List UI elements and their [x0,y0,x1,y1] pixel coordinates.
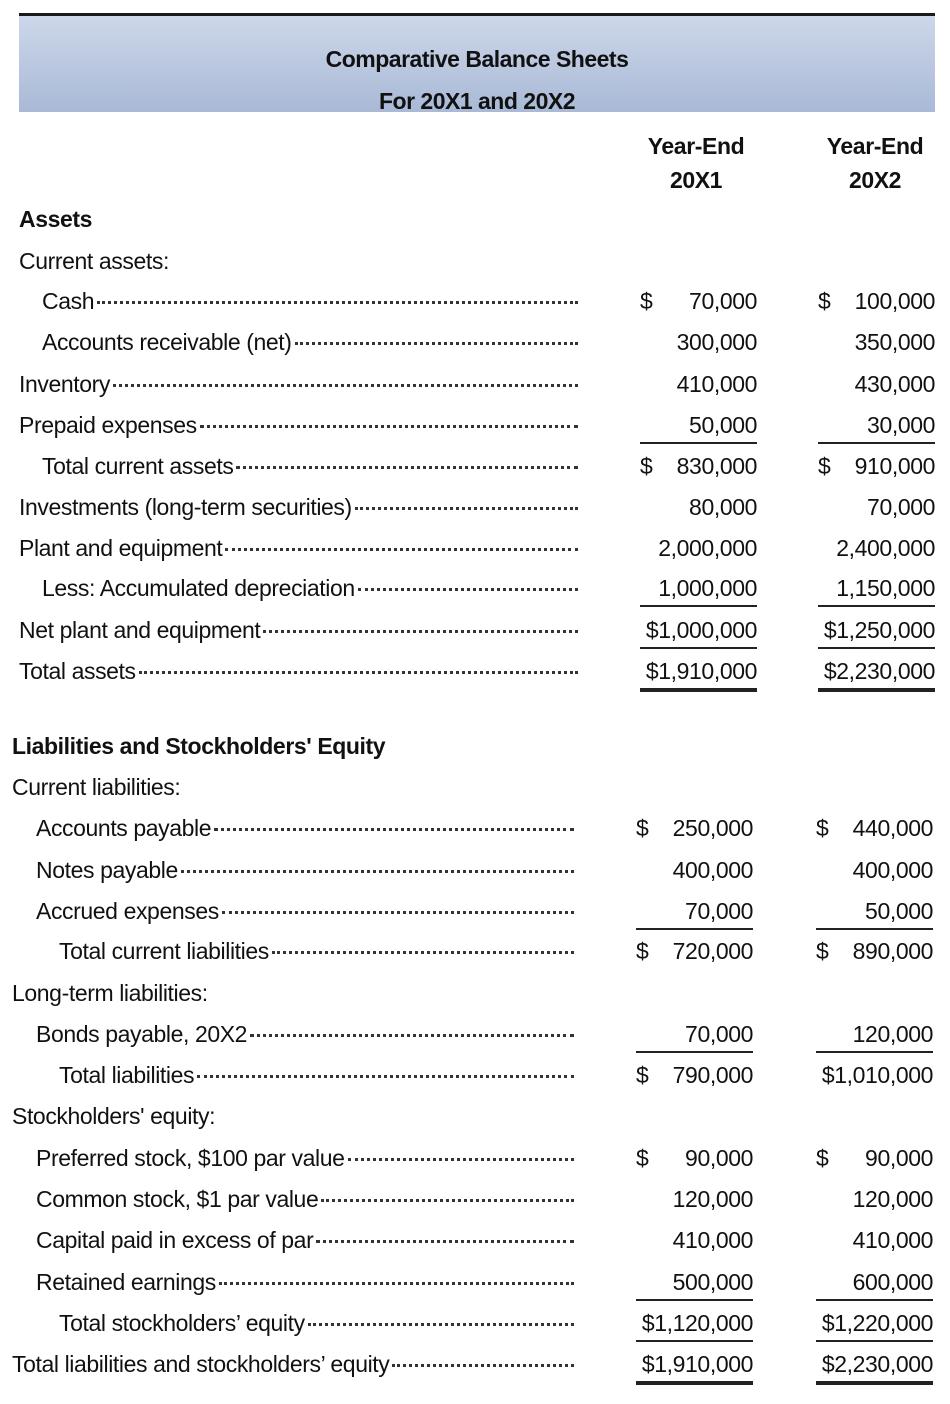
amount-20x2 [818,408,935,444]
row-label-text: Common stock, $1 par value [36,1186,319,1212]
table-row [0,1265,950,1299]
amount-value: 120,000 [672,1186,753,1212]
amount-20x1 [640,490,757,524]
table-row [0,654,950,688]
amount-value: $1,120,000 [641,1310,753,1336]
amount-value: 70,000 [685,898,753,924]
dot-leader [219,1282,574,1285]
table-row [0,449,950,483]
amount-20x2 [818,613,935,649]
amount-20x1 [640,613,757,649]
amount-value: 430,000 [854,371,935,397]
amount-20x2 [818,367,935,401]
amount-value: 120,000 [852,1021,933,1047]
row-label-text: Investments (long-term securities) [19,494,352,520]
amount-value: 350,000 [854,329,935,355]
amount-value: 90,000 [865,1145,933,1171]
amount-20x2 [816,1265,933,1301]
table-row [0,613,950,647]
section-heading: Assets [19,206,93,232]
amount-value: 50,000 [689,412,757,438]
dot-leader [250,1034,574,1037]
dot-leader [181,870,574,873]
row-label [36,894,574,928]
amount-20x2 [818,654,935,690]
amount-value: 70,000 [685,1021,753,1047]
amount-20x1 [636,894,753,930]
dot-leader [321,1199,574,1202]
amount-value: 720,000 [672,938,753,964]
amount-20x1 [640,571,757,607]
current-liabilities-subheading-row [0,770,950,804]
subheading: Long-term liabilities: [12,980,208,1006]
amount-value: 910,000 [854,453,935,479]
table-row [0,1347,950,1381]
currency-sign: $ [640,453,653,479]
row-label [36,811,574,845]
currency-sign: $ [816,1145,829,1171]
currency-sign: $ [818,453,831,479]
row-label-text: Total stockholders’ equity [59,1310,305,1336]
table-row [0,1141,950,1175]
amount-20x2 [816,811,933,845]
amount-value: $2,230,000 [823,658,935,684]
amount-20x2 [816,1058,933,1092]
row-label-text: Capital paid in excess of par [36,1227,314,1253]
column-header-20x1: Year-End 20X1 [647,133,745,193]
amount-value: 500,000 [672,1269,753,1295]
dot-leader [222,911,574,914]
amount-value: $2,230,000 [821,1351,933,1377]
amount-value: 90,000 [685,1145,753,1171]
table-row [0,571,950,605]
row-label [19,654,578,688]
amount-20x2 [818,531,935,565]
subheading: Current assets: [19,248,169,274]
table-row [0,1017,950,1051]
table-row [0,531,950,565]
row-label [36,853,574,887]
amount-value: 1,150,000 [836,575,935,601]
currency-sign: $ [636,815,649,841]
assets-heading-row [0,202,950,236]
amount-20x1 [636,1223,753,1257]
row-label [19,490,578,524]
table-row [0,367,950,401]
dot-leader [236,466,578,469]
amount-20x1 [640,325,757,359]
amount-value: $1,220,000 [821,1310,933,1336]
row-label [19,367,578,401]
row-label [36,1182,574,1216]
dot-leader [392,1364,574,1367]
table-row [0,894,950,928]
row-label [42,571,578,605]
sheet-subtitle: For 20X1 and 20X2 [378,88,576,114]
amount-value: $1,250,000 [823,617,935,643]
amount-value: 30,000 [867,412,935,438]
row-label-text: Total liabilities and stockholders’ equity [12,1351,390,1377]
dot-leader [197,1075,574,1078]
row-label-text: Less: Accumulated depreciation [42,575,355,601]
table-row [0,1182,950,1216]
table-row [0,853,950,887]
row-label [59,934,574,968]
dot-leader [355,507,578,510]
amount-value: 300,000 [676,329,757,355]
amount-value: 410,000 [676,371,757,397]
currency-sign: $ [640,288,653,314]
amount-20x2 [816,894,933,930]
row-label-text: Accrued expenses [36,898,219,924]
column-header-20x2: Year-End 20X2 [826,133,924,193]
row-label [59,1306,574,1340]
row-label [19,531,578,565]
row-label-text: Bonds payable, 20X2 [36,1021,248,1047]
dot-leader [113,384,578,387]
row-label [36,1141,574,1175]
amount-value: 70,000 [689,288,757,314]
amount-20x1 [636,853,753,887]
dot-leader [316,1240,574,1243]
table-row [0,934,950,968]
row-label [36,1265,574,1299]
amount-20x1 [636,1182,753,1216]
row-label-text: Accounts receivable (net) [42,329,292,355]
amount-value: 410,000 [852,1227,933,1253]
amount-20x2 [816,1141,933,1175]
subheading: Current liabilities: [12,774,181,800]
amount-value: $1,000,000 [645,617,757,643]
amount-20x1 [636,1265,753,1301]
row-label-text: Net plant and equipment [19,617,261,643]
amount-20x1 [636,1306,753,1342]
liabilities-heading-row [0,729,950,763]
row-label-text: Accounts payable [36,815,212,841]
sheet-title: Comparative Balance Sheets [325,46,629,72]
row-label [19,408,578,442]
dot-leader [139,671,578,674]
table-row [0,284,950,318]
currency-sign: $ [816,815,829,841]
subheading: Stockholders' equity: [12,1103,216,1129]
amount-20x1 [640,654,757,690]
equity-subheading-row [0,1099,950,1133]
table-row [0,1223,950,1257]
row-label-text: Inventory [19,371,111,397]
amount-20x2 [816,1223,933,1257]
row-label-text: Total assets [19,658,136,684]
amount-20x1 [640,408,757,444]
row-label [19,613,578,647]
amount-20x2 [816,1306,933,1342]
amount-20x2 [818,325,935,359]
amount-20x1 [640,449,757,483]
table-row [0,325,950,359]
currency-sign: $ [636,1062,649,1088]
amount-value: 410,000 [672,1227,753,1253]
amount-value: 80,000 [689,494,757,520]
amount-20x2 [818,449,935,483]
dot-leader [272,951,574,954]
row-label-text: Prepaid expenses [19,412,197,438]
amount-value: 600,000 [852,1269,933,1295]
amount-20x1 [636,1347,753,1383]
table-row [0,490,950,524]
row-label-text: Preferred stock, $100 par value [36,1145,345,1171]
amount-value: 1,000,000 [658,575,757,601]
row-label [36,1223,574,1257]
row-label-text: Total liabilities [59,1062,195,1088]
amount-value: 400,000 [852,857,933,883]
amount-20x1 [640,367,757,401]
dot-leader [200,425,578,428]
dot-leader [308,1323,574,1326]
amount-value: $1,910,000 [645,658,757,684]
dot-leader [348,1158,575,1161]
section-heading: Liabilities and Stockholders' Equity [12,733,386,759]
table-row [0,408,950,442]
row-label [36,1017,574,1051]
amount-20x1 [636,811,753,845]
table-row [0,811,950,845]
amount-20x2 [818,284,935,318]
currency-sign: $ [818,288,831,314]
amount-20x2 [816,934,933,968]
amount-20x1 [640,284,757,318]
amount-value: 400,000 [672,857,753,883]
amount-value: 120,000 [852,1186,933,1212]
amount-value: 2,400,000 [836,535,935,561]
amount-value: $1,010,000 [821,1062,933,1088]
amount-value: 2,000,000 [658,535,757,561]
amount-20x1 [636,1058,753,1092]
currency-sign: $ [816,938,829,964]
row-label [42,449,578,483]
amount-20x1 [636,1141,753,1175]
amount-value: 250,000 [672,815,753,841]
table-row [0,1058,950,1092]
dot-leader [97,301,578,304]
amount-20x1 [640,531,757,565]
title-banner [19,16,935,112]
amount-value: 50,000 [865,898,933,924]
table-row [0,1306,950,1340]
amount-20x2 [816,853,933,887]
row-label [42,284,578,318]
row-label [42,325,578,359]
amount-value: 830,000 [676,453,757,479]
amount-20x2 [818,571,935,607]
current-assets-subheading-row [0,244,950,278]
amount-20x2 [816,1347,933,1383]
dot-leader [263,630,578,633]
row-label-text: Retained earnings [36,1269,216,1295]
row-label-text: Plant and equipment [19,535,223,561]
amount-20x2 [816,1017,933,1053]
dot-leader [295,342,578,345]
amount-value: 70,000 [867,494,935,520]
longterm-liabilities-subheading-row [0,976,950,1010]
amount-value: 100,000 [854,288,935,314]
dot-leader [225,548,578,551]
amount-20x1 [636,934,753,968]
currency-sign: $ [636,938,649,964]
row-label-text: Total current assets [42,453,234,479]
dot-leader [214,828,574,831]
dot-leader [358,588,578,591]
amount-value: 790,000 [672,1062,753,1088]
row-label [59,1058,574,1092]
row-label [12,1347,574,1381]
amount-20x1 [636,1017,753,1053]
amount-20x2 [818,490,935,524]
row-label-text: Notes payable [36,857,178,883]
amount-20x2 [816,1182,933,1216]
amount-value: 890,000 [852,938,933,964]
currency-sign: $ [636,1145,649,1171]
row-label-text: Cash [42,288,95,314]
amount-value: 440,000 [852,815,933,841]
amount-value: $1,910,000 [641,1351,753,1377]
row-label-text: Total current liabilities [59,938,269,964]
